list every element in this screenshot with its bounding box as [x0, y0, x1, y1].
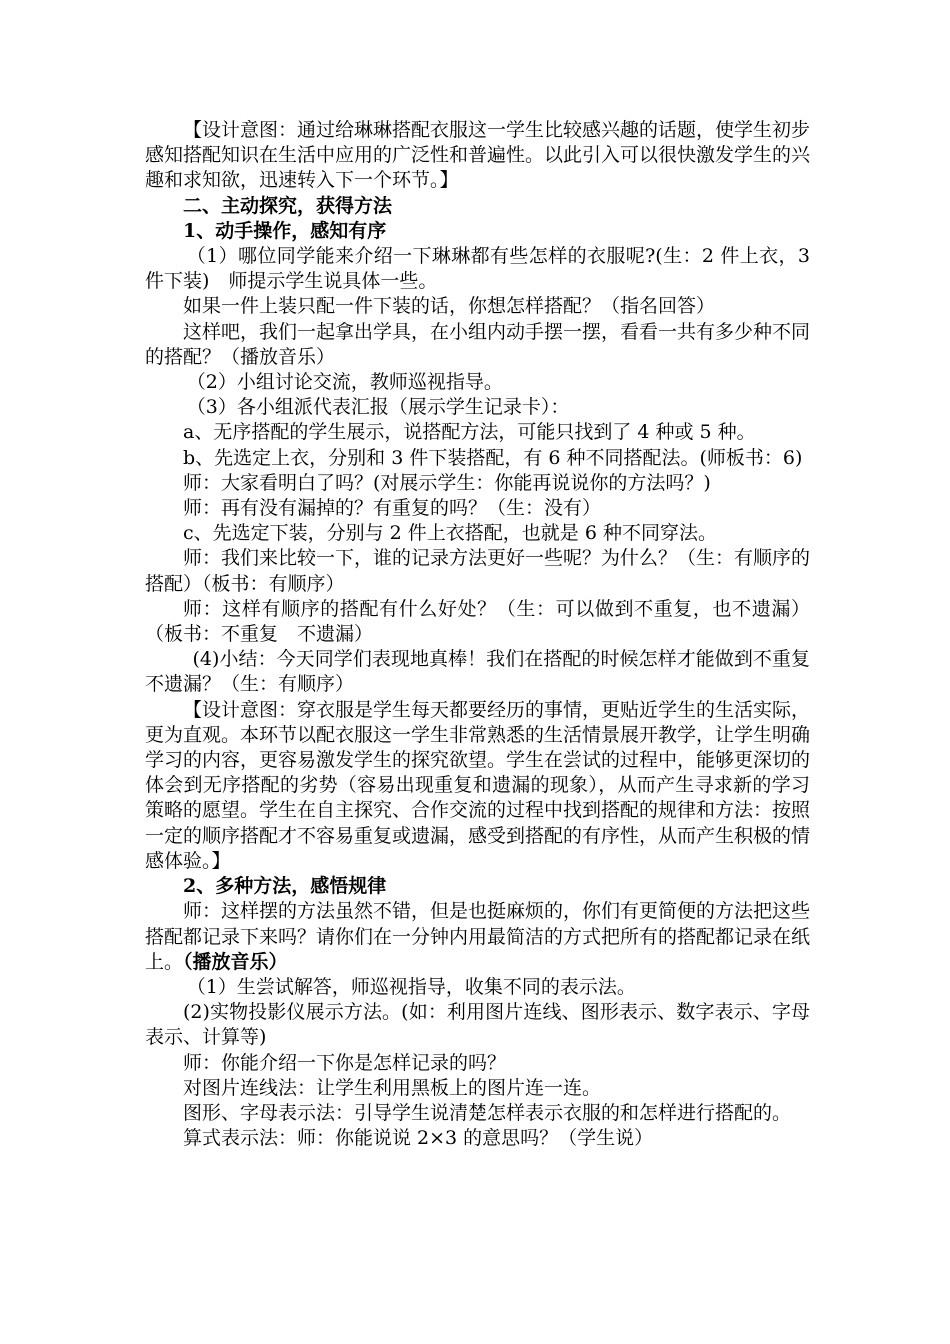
design-intent-paragraph-1: 【设计意图：通过给琳琳搭配衣服这一学生比较感兴趣的话题，使学生初步感知搭配知识在生活中应用的广泛性和普遍性。以此引入可以很快激发学生的兴趣和求知欲，迅速转入下一个环节。】 [145, 119, 811, 192]
step-2-paragraph: （2）小组讨论交流，教师巡视指导。 [186, 371, 503, 394]
play-music-note: （播放音乐） [183, 950, 288, 973]
teacher-record-text: 师：这样摆的方法虽然不错，但是也挺麻烦的，你们有更简便的方法把这些搭配都记录下来吗？请你们在一分钟内用最简洁的方式把所有的搭配都记录在纸上。 [145, 900, 811, 973]
step-4-summary-paragraph: (4)小结：今天同学们表现地真棒！我们在搭配的时候怎样才能做到不重复不遗漏？（生：有顺序） [145, 648, 810, 696]
subheading-multiple-methods: 2、多种方法，感悟规律 [183, 875, 387, 898]
paragraph-group-activity: 这样吧，我们一起拿出学具，在小组内动手摆一摆，看看一共有多少种不同的搭配？（播放音乐） [145, 320, 811, 368]
document-body [145, 118, 810, 1151]
item-a-paragraph: a、无序搭配的学生展示，说搭配方法，可能只找到了 4 种或 5 种。 [183, 421, 756, 444]
teacher-benefit-paragraph: 师：这样有顺序的搭配有什么好处？（生：可以做到不重复，也不遗漏）（板书：不重复 不遗漏） [145, 597, 810, 646]
teacher-compare-paragraph: 师：我们来比较一下，谁的记录方法更好一些呢？为什么？（生：有顺序的搭配）（板书：有顺序） [145, 547, 811, 595]
step-1-attempt-paragraph: （1）生尝试解答，师巡视指导，收集不同的表示法。 [186, 975, 636, 998]
step-2-projection-paragraph: (2)实物投影仪展示方法。(如：利用图片连线、图形表示、数字表示、字母表示、计算等) [145, 1001, 810, 1049]
subheading-hands-on: 1、动手操作，感知有序 [183, 219, 387, 242]
shape-letter-method-paragraph: 图形、字母表示法：引导学生说清楚怎样表示衣服的和怎样进行搭配的。 [183, 1101, 792, 1124]
item-c-paragraph: c、先选定下装，分别与 2 件上衣搭配，也就是 6 种不同穿法。 [183, 522, 717, 545]
teacher-question-1: 师：大家看明白了吗？(对展示学生：你能再说说你的方法吗？) [183, 471, 711, 494]
step-1-paragraph: （1）哪位同学能来介绍一下琳琳都有些怎样的衣服呢?(生：2 件上衣，3 件下装) 师提示学生说具体一些。 [145, 245, 810, 293]
design-intent-paragraph-2: 【设计意图：穿衣服是学生每天都要经历的事情，更贴近学生的生活实际，更为直观。本环节以配衣服这一学生非常熟悉的生活情景展开教学，让学生明确学习的内容，更容易激发学生的探究欲望。学生在尝试的过程中，能够更深切的体会到无序搭配的劣势（容易出现重复和遗漏的现象），从而产生寻求新的学习策略的愿望。学生在自主探究、合作交流的过程中找到搭配的规律和方法：按照一定的顺序搭配才不容易重复或遗漏，感受到搭配的有序性，从而产生积极的情感体验。】 [145, 698, 811, 872]
teacher-introduce-paragraph: 师：你能介绍一下你是怎样记录的吗？ [183, 1051, 507, 1074]
teacher-record-paragraph [145, 899, 810, 975]
step-3-paragraph: （3）各小组派代表汇报（展示学生记录卡）： [186, 396, 570, 419]
formula-method-paragraph: 算式表示法：师：你能说说 2×3 的意思吗？（学生说） [183, 1127, 654, 1150]
item-b-paragraph: b、先选定上衣，分别和 3 件下装搭配，有 6 种不同搭配法。(师板书：6) [183, 446, 803, 469]
picture-link-method-paragraph: 对图片连线法：让学生利用黑板上的图片连一连。 [183, 1076, 602, 1099]
teacher-question-2: 师：再有没有漏掉的？有重复的吗？（生：没有） [183, 497, 602, 520]
paragraph-matching-question: 如果一件上装只配一件下装的话，你想怎样搭配？（指名回答） [183, 295, 716, 318]
section-heading-active-exploration: 二、主动探究，获得方法 [183, 194, 393, 217]
